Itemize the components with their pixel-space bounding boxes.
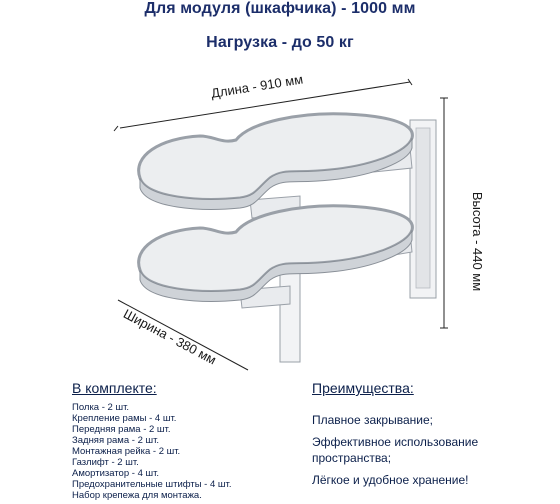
width-label: Ширина - 380 мм <box>120 306 219 368</box>
kit-item: Монтажная рейка - 2 шт. <box>72 446 181 457</box>
dimension-height-line <box>440 98 448 328</box>
kit-list <box>72 402 231 501</box>
kit-item: Задняя рама - 2 шт. <box>72 435 160 446</box>
kit-item: Предохранительные штифты - 4 шт. <box>72 479 232 490</box>
kit-item: Крепление рамы - 4 шт. <box>72 413 177 424</box>
kit-item: Амортизатор - 4 шт. <box>72 468 160 479</box>
advantage-item: Лёгкое и удобное хранение! <box>312 473 469 487</box>
advantages-title: Преимущества: <box>312 380 414 396</box>
advantage-item: Эффективное использование пространства; <box>312 435 479 465</box>
kit-item: Передняя рама - 2 шт. <box>72 424 171 435</box>
height-label: Высота - 440 мм <box>470 191 486 292</box>
advantage-item: Плавное закрывание; <box>312 413 433 427</box>
length-label: Длина - 910 мм <box>210 71 305 101</box>
advantages-list <box>312 412 552 494</box>
kit-item: Набор крепежа для монтажа. <box>72 490 202 501</box>
kit-item: Газлифт - 2 шт. <box>72 457 139 468</box>
kit-item: Полка - 2 шт. <box>72 402 130 413</box>
header-load: Нагрузка - до 50 кг <box>206 34 354 51</box>
top-shelf <box>139 114 413 210</box>
kit-title: В комплекте: <box>72 380 157 396</box>
header-module: Для модуля (шкафчика) - 1000 мм <box>144 0 416 17</box>
